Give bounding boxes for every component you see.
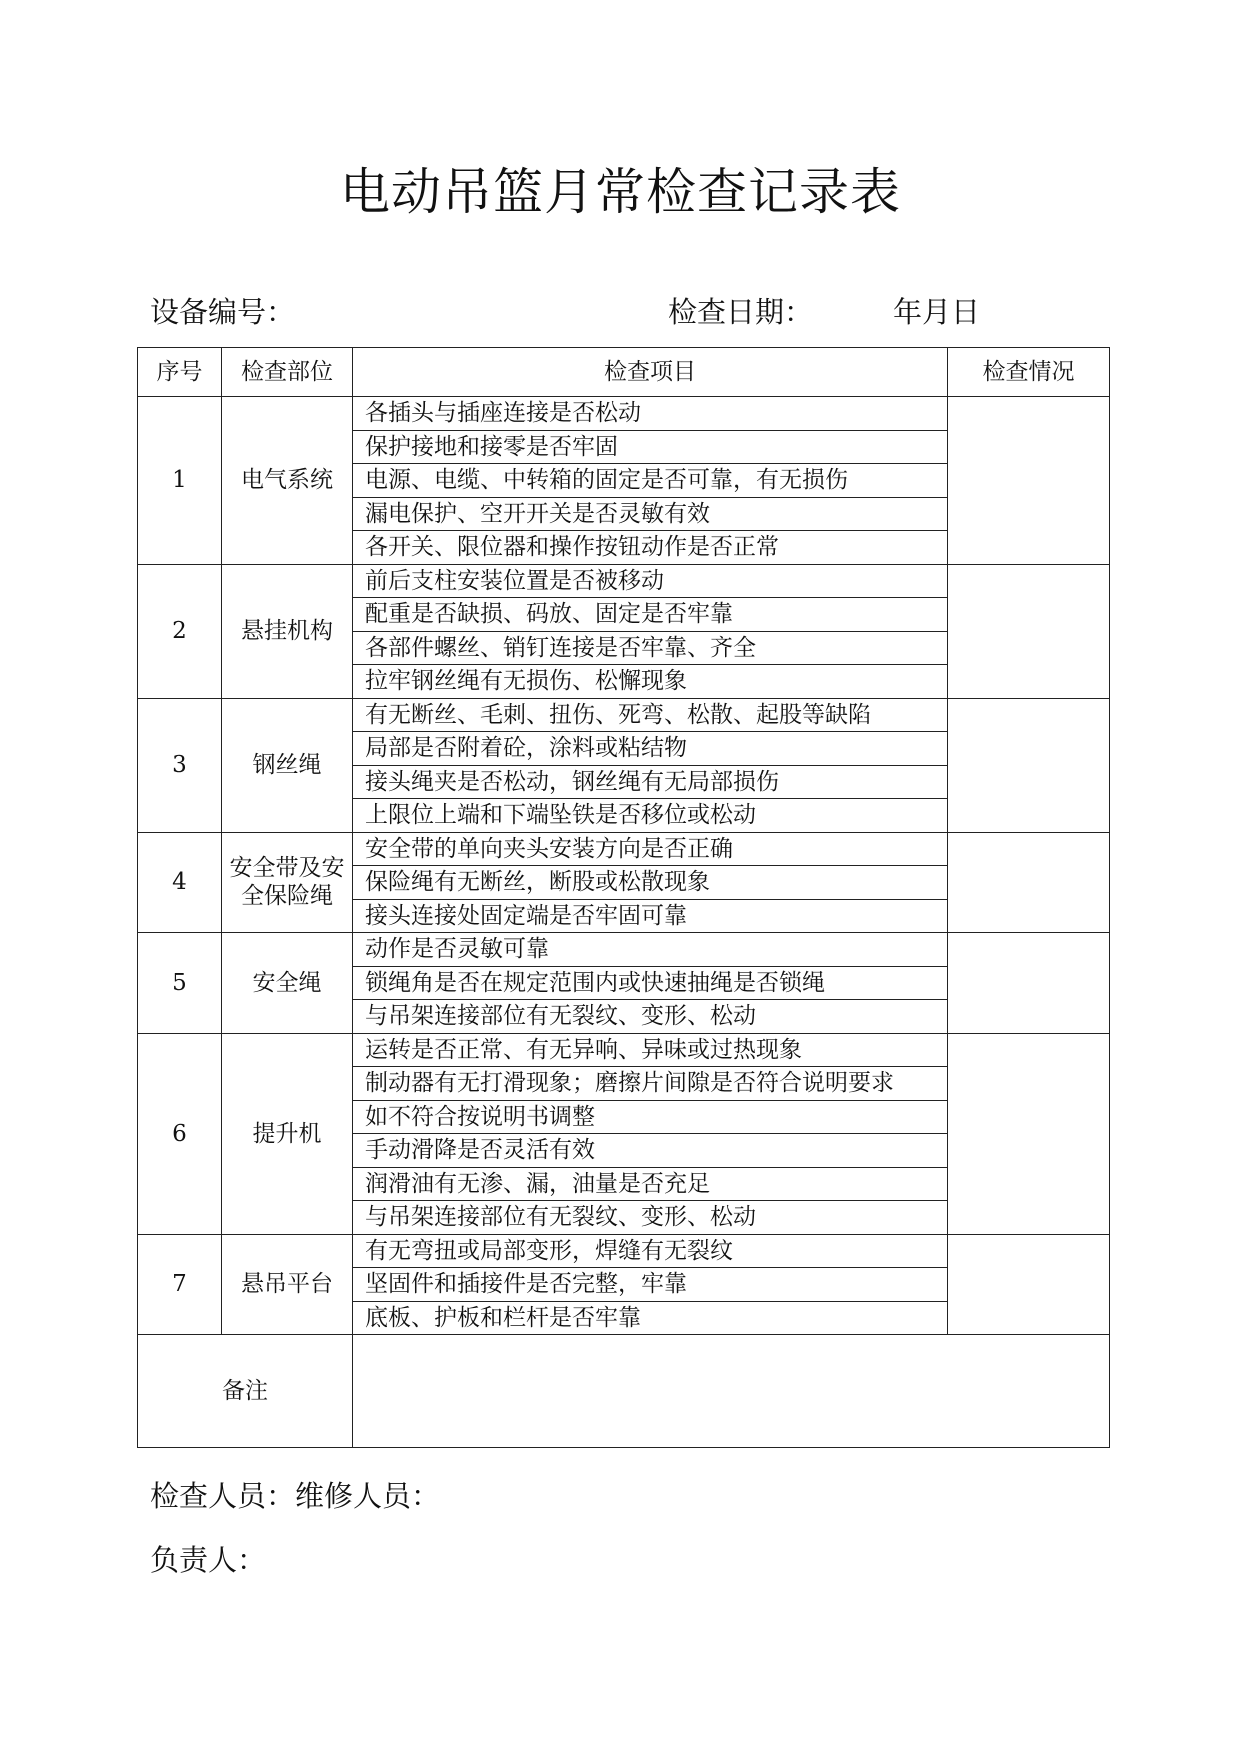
inspection-item: 动作是否灵敏可靠 [353, 933, 948, 967]
inspection-item: 前后支柱安装位置是否被移动 [353, 564, 948, 598]
inspection-item: 制动器有无打滑现象；磨擦片间隙是否符合说明要求 [353, 1067, 948, 1101]
inspection-result-cell[interactable] [948, 564, 1110, 698]
inspection-item: 各插头与插座连接是否松动 [353, 397, 948, 431]
remark-content-cell[interactable] [353, 1335, 1110, 1448]
inspection-item: 上限位上端和下端坠铁是否移位或松动 [353, 799, 948, 833]
responsible-line: 负责人： [150, 1543, 267, 1577]
row-number: 5 [138, 933, 222, 1034]
inspection-item: 与吊架连接部位有无裂纹、变形、松动 [353, 1201, 948, 1235]
inspection-item: 有无弯扭或局部变形，焊缝有无裂纹 [353, 1234, 948, 1268]
inspection-item: 配重是否缺损、码放、固定是否牢靠 [353, 598, 948, 632]
inspection-item: 局部是否附着砼，涂料或粘结物 [353, 732, 948, 766]
inspection-item: 各部件螺丝、销钉连接是否牢靠、齐全 [353, 631, 948, 665]
inspection-item: 坚固件和插接件是否完整，牢靠 [353, 1268, 948, 1302]
table-row [138, 933, 1110, 967]
inspection-result-cell[interactable] [948, 1234, 1110, 1335]
table-row [138, 397, 1110, 431]
inspection-item: 如不符合按说明书调整 [353, 1100, 948, 1134]
device-no-label: 设备编号： [150, 295, 296, 329]
row-number: 2 [138, 564, 222, 698]
inspection-item: 有无断丝、毛刺、扭伤、死弯、松散、起股等缺陷 [353, 698, 948, 732]
inspection-item: 锁绳角是否在规定范围内或快速抽绳是否锁绳 [353, 966, 948, 1000]
inspection-table [137, 347, 1110, 1448]
header-row [138, 348, 1110, 397]
inspection-item: 接头连接处固定端是否牢固可靠 [353, 899, 948, 933]
row-number: 7 [138, 1234, 222, 1335]
table-row [138, 564, 1110, 598]
inspection-part: 电气系统 [222, 397, 353, 565]
inspection-item: 与吊架连接部位有无裂纹、变形、松动 [353, 1000, 948, 1034]
inspection-item: 润滑油有无渗、漏，油量是否充足 [353, 1167, 948, 1201]
header-part: 检查部位 [222, 348, 353, 397]
page-title: 电动吊篮月常检查记录表 [340, 163, 901, 221]
table-row [138, 698, 1110, 732]
remark-label: 备注 [138, 1335, 353, 1448]
inspection-part: 安全带及安全保险绳 [222, 832, 353, 933]
inspection-item: 拉牢钢丝绳有无损伤、松懈现象 [353, 665, 948, 699]
inspection-item: 各开关、限位器和操作按钮动作是否正常 [353, 531, 948, 565]
inspection-item: 保护接地和接零是否牢固 [353, 430, 948, 464]
inspection-item: 电源、电缆、中转箱的固定是否可靠，有无损伤 [353, 464, 948, 498]
table-row [138, 1234, 1110, 1268]
inspection-part: 钢丝绳 [222, 698, 353, 832]
row-number: 1 [138, 397, 222, 565]
inspection-result-cell[interactable] [948, 698, 1110, 832]
inspection-part: 悬挂机构 [222, 564, 353, 698]
inspection-item: 运转是否正常、有无异响、异味或过热现象 [353, 1033, 948, 1067]
inspection-part: 提升机 [222, 1033, 353, 1234]
inspection-item: 漏电保护、空开开关是否灵敏有效 [353, 497, 948, 531]
table-row [138, 832, 1110, 866]
inspection-result-cell[interactable] [948, 397, 1110, 565]
table-body [138, 348, 1110, 1448]
inspection-result-cell[interactable] [948, 933, 1110, 1034]
inspection-result-cell[interactable] [948, 832, 1110, 933]
row-number: 6 [138, 1033, 222, 1234]
inspector-line: 检查人员：维修人员： [150, 1479, 441, 1513]
remark-row [138, 1335, 1110, 1448]
table-row [138, 1033, 1110, 1067]
inspection-date [668, 290, 980, 331]
header-item: 检查项目 [353, 348, 948, 397]
date-label: 检查日期： [668, 295, 814, 329]
inspection-result-cell[interactable] [948, 1033, 1110, 1234]
date-suffix: 年月日 [893, 295, 981, 329]
inspection-item: 保险绳有无断丝，断股或松散现象 [353, 866, 948, 900]
header-no: 序号 [138, 348, 222, 397]
inspection-part: 悬吊平台 [222, 1234, 353, 1335]
inspection-item: 接头绳夹是否松动，钢丝绳有无局部损伤 [353, 765, 948, 799]
inspection-item: 手动滑降是否灵活有效 [353, 1134, 948, 1168]
inspection-part: 安全绳 [222, 933, 353, 1034]
inspection-item: 底板、护板和栏杆是否牢靠 [353, 1301, 948, 1335]
row-number: 4 [138, 832, 222, 933]
header-status: 检查情况 [948, 348, 1110, 397]
row-number: 3 [138, 698, 222, 832]
inspection-item: 安全带的单向夹头安装方向是否正确 [353, 832, 948, 866]
